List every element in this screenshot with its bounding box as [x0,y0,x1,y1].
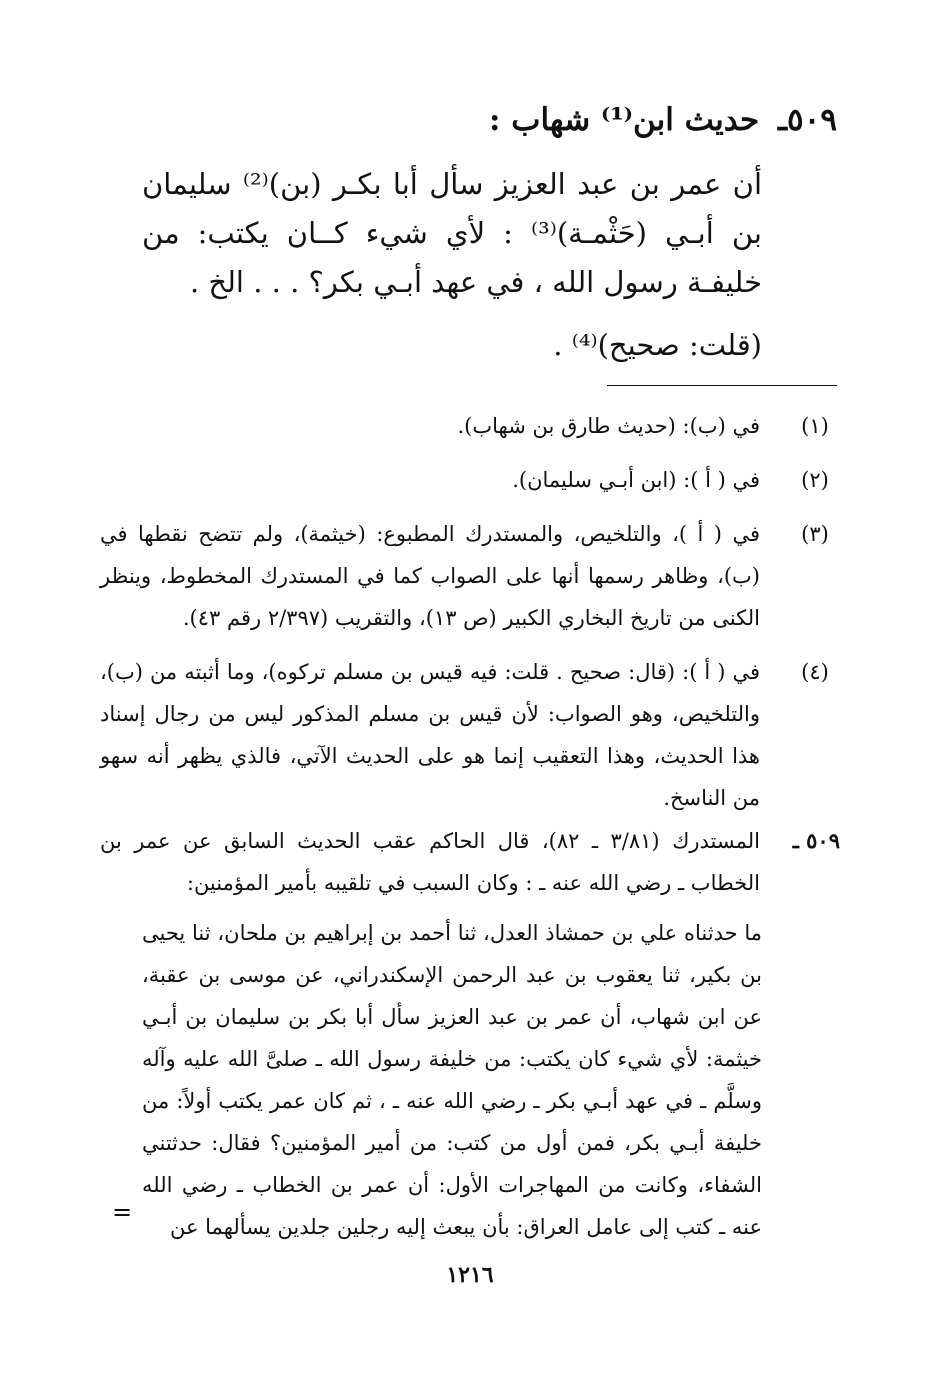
footnote [100,651,840,819]
hadith-verdict: (قلت: صحيح)⁽⁴⁾ . [553,328,762,362]
hadith-title: حديث ابن⁽¹⁾ شهاب : [489,102,760,138]
commentary-number: ٥٠٩ ـ [792,828,840,853]
footnote-text: في ( أ ): (ابن أبـي سليمان). [512,468,760,492]
footnote-number: (٣) [801,522,829,546]
hadith-heading [137,98,837,142]
footnote-text: في ( أ )، والتلخيص، والمستدرك المطبوع: (خيثمة)، ولم تتضح نقطها في (ب)، وظاهر رسمها أنها على الصواب كما في المستدرك المخطوط، وينظر الكنى من تاريخ البخاري الكبير (ص ١٣)، والتقريب (٢/٣٩٧ رقم ٤٣). [100,522,760,630]
footnote [100,405,840,447]
footnote-text: في (ب): (حديث طارق بن شهاب). [457,414,760,438]
commentary-heading [100,820,840,904]
footnote-number: (٤) [801,660,829,684]
hadith-number: ٥٠٩ـ [777,102,837,138]
footnote-separator [607,385,837,386]
footnote-number: (١) [801,414,829,438]
hadith-body [142,160,762,370]
commentary-text: المستدرك (٣/٨١ ـ ٨٢)، قال الحاكم عقب الحديث السابق عن عمر بن الخطاب ـ رضي الله عنه ـ : وكان السبب في تلقيبه بأمير المؤمنين: [100,829,760,895]
footnote-number: (٢) [801,468,829,492]
footnote-text: في ( أ ): (قال: صحيح . قلت: فيه قيس بن مسلم تركوه)، وما أثبته من (ب)، والتلخيص، وهو الصواب: لأن قيس بن مسلم المذكور ليس من رجال إسناد هذا الحديث، وهذا التعقيب إنما هو على الحديث الآتي، فالذي يظهر أنه سهو من الناسخ. [100,660,760,810]
footnotes [100,405,840,831]
hadith-text: أن عمر بن عبد العزيز سأل أبا بكـر (بن)⁽²⁾ سليمان بن أبـي (حَثْمـة)⁽³⁾ : لأي شيء كــان يكتب: من خليفـة رسول الله ، في عهد أبـي بكر؟ . . . الخ . [142,167,762,299]
footnote [100,459,840,501]
footnote [100,513,840,639]
page-number: ١٢١٦ [446,1262,494,1288]
continuation-mark: = [112,1198,133,1226]
commentary-quote: ما حدثناه علي بن حمشاذ العدل، ثنا أحمد بن إبراهيم بن ملحان، ثنا يحيى بن بكير، ثنا يعقوب بن عبد الرحمن الإسكندراني، عن موسى بن عقبة، عن ابن شهاب، أن عمر بن عبد العزيز سأل أبا بكر بن سليمان بن أبـي خيثمة: لأي شيء كان يكتب: من خليفة رسول الله ـ صلىَّ الله عليه وآله وسلَّم ـ في عهد أبـي بكر ـ رضي الله عنه ـ ، ثم كان عمر يكتب أولاً: من خليفة أبـي بكر، فمن أول من كتب: من أمير المؤمنين؟ فقال: حدثتني الشفاء، وكانت من المهاجرات الأول: أن عمر بن الخطاب ـ رضي الله عنه ـ كتب إلى عامل العراق: بأن يبعث إليه رجلين جلدين يسألهما عن [142,921,762,1239]
